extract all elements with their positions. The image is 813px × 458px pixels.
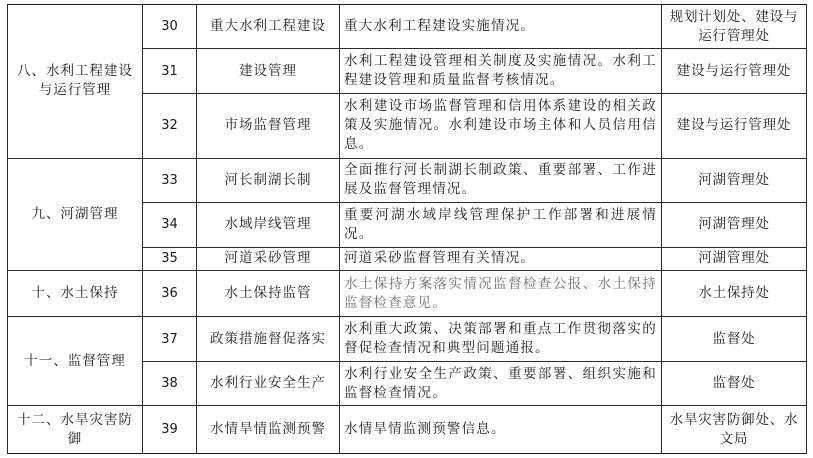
category-cell: 十一、监督管理 xyxy=(8,317,143,406)
row-number: 35 xyxy=(143,247,197,270)
item-name: 水域岸线管理 xyxy=(197,203,340,247)
row-number: 32 xyxy=(143,93,197,158)
responsible-department: 监督处 xyxy=(662,361,807,405)
table-row xyxy=(8,317,807,361)
item-name: 市场监督管理 xyxy=(197,93,340,158)
item-content: 水情旱情监测预警信息。 xyxy=(340,406,662,454)
item-name: 水情旱情监测预警 xyxy=(197,406,340,454)
responsible-department: 规划计划处、建设与运行管理处 xyxy=(662,5,807,49)
row-number: 39 xyxy=(143,406,197,454)
row-number: 33 xyxy=(143,158,197,202)
item-name: 重大水利工程建设 xyxy=(197,5,340,49)
table-row xyxy=(8,270,807,317)
responsible-department: 河湖管理处 xyxy=(662,247,807,270)
item-content: 重要河湖水域岸线管理保护工作部署和进展情况。 xyxy=(340,203,662,247)
row-number: 30 xyxy=(143,5,197,49)
disclosure-table xyxy=(7,4,807,454)
category-cell: 十二、水旱灾害防御 xyxy=(8,406,143,454)
responsible-department: 水旱灾害防御处、水文局 xyxy=(662,406,807,454)
item-name: 水土保持监管 xyxy=(197,270,340,317)
responsible-department: 监督处 xyxy=(662,317,807,361)
category-cell: 十、水土保持 xyxy=(8,270,143,317)
item-content: 水利行业安全生产政策、重要部署、组织实施和监督检查情况。 xyxy=(340,361,662,405)
item-name: 河长制湖长制 xyxy=(197,158,340,202)
row-number: 36 xyxy=(143,270,197,317)
responsible-department: 河湖管理处 xyxy=(662,158,807,202)
row-number: 38 xyxy=(143,361,197,405)
table-row xyxy=(8,5,807,49)
category-cell: 八、水利工程建设与运行管理 xyxy=(8,5,143,159)
item-name: 建设管理 xyxy=(197,49,340,93)
row-number: 34 xyxy=(143,203,197,247)
responsible-department: 建设与运行管理处 xyxy=(662,49,807,93)
item-content: 重大水利工程建设实施情况。 xyxy=(340,5,662,49)
row-number: 37 xyxy=(143,317,197,361)
table-row xyxy=(8,406,807,454)
item-content: 水土保持方案落实情况监督检查公报、水土保持监督检查意见。 xyxy=(340,270,662,317)
item-content: 全面推行河长制湖长制政策、重要部署、工作进展及监督管理情况。 xyxy=(340,158,662,202)
item-content: 水利建设市场监督管理和信用体系建设的相关政策及实施情况。水利建设市场主体和人员信用信息。 xyxy=(340,93,662,158)
responsible-department: 河湖管理处 xyxy=(662,203,807,247)
item-content: 水利工程建设管理相关制度及实施情况。水利工程建设管理和质量监督考核情况。 xyxy=(340,49,662,93)
responsible-department: 水土保持处 xyxy=(662,270,807,317)
item-name: 河道采砂管理 xyxy=(197,247,340,270)
responsible-department: 建设与运行管理处 xyxy=(662,93,807,158)
item-name: 政策措施督促落实 xyxy=(197,317,340,361)
category-cell: 九、河湖管理 xyxy=(8,158,143,270)
item-name: 水利行业安全生产 xyxy=(197,361,340,405)
item-content: 水利重大政策、决策部署和重点工作贯彻落实的督促检查情况和典型问题通报。 xyxy=(340,317,662,361)
row-number: 31 xyxy=(143,49,197,93)
item-content: 河道采砂监督管理有关情况。 xyxy=(340,247,662,270)
table-row xyxy=(8,158,807,202)
